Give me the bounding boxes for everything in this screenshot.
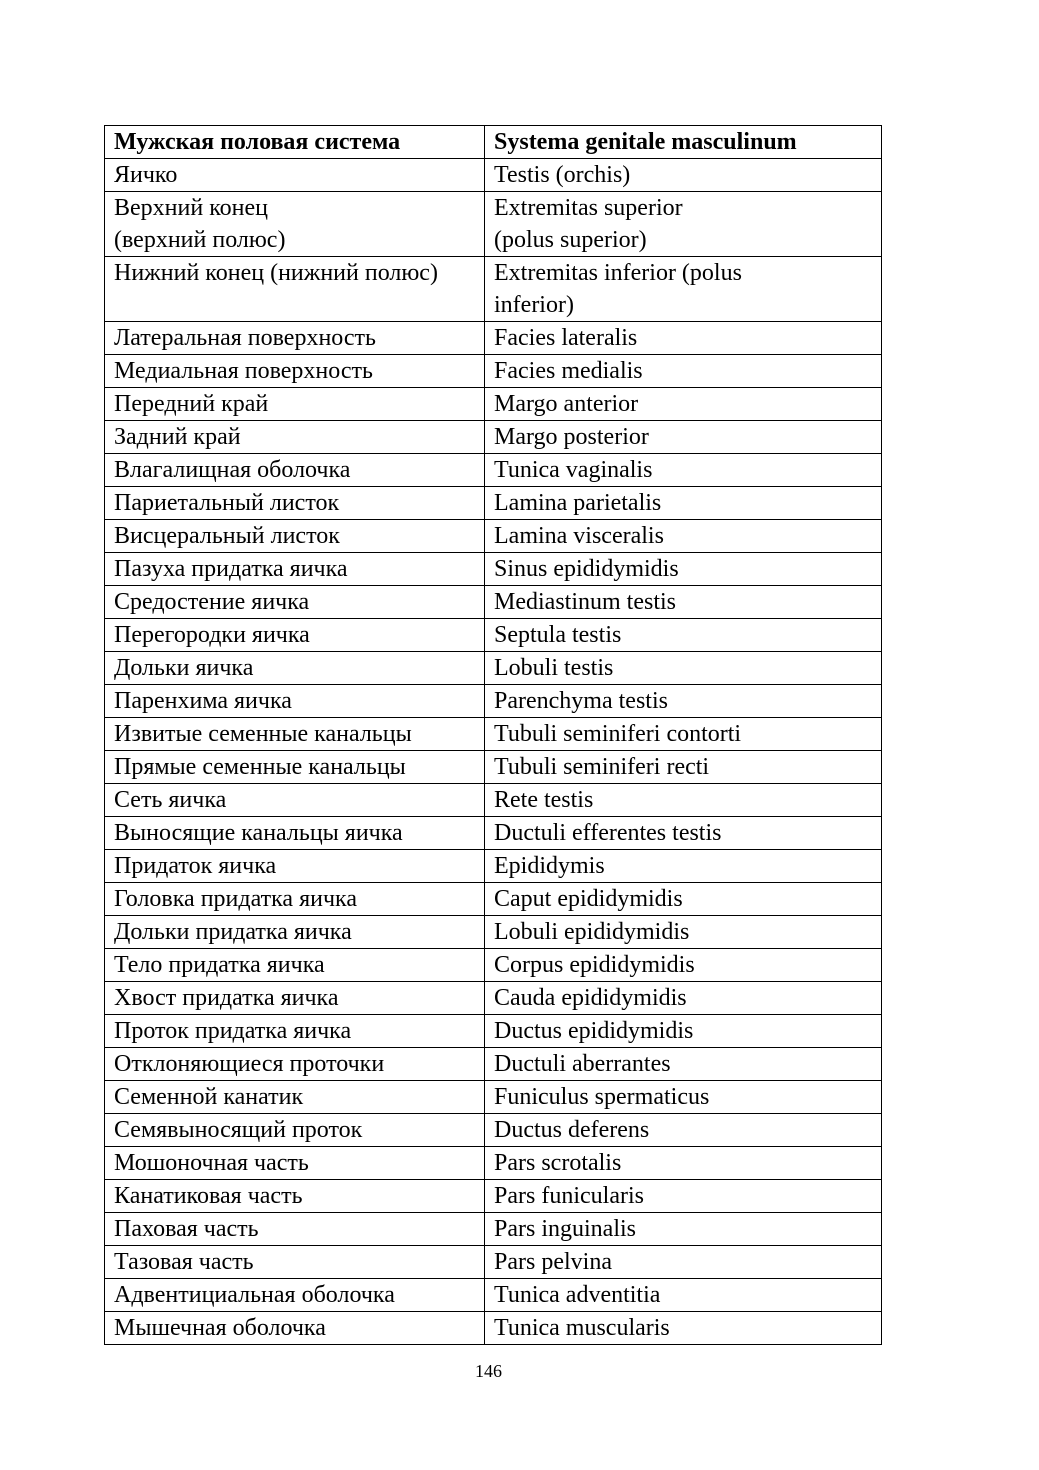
table-row <box>105 1312 882 1345</box>
latin-term: Pars funicularis <box>485 1180 882 1213</box>
russian-term: Паховая часть <box>105 1213 485 1246</box>
russian-term: Пазуха придатка яичка <box>105 553 485 586</box>
latin-term: Parenchyma testis <box>485 685 882 718</box>
russian-term: Яичко <box>105 159 485 192</box>
table-row <box>105 1213 882 1246</box>
table-row <box>105 751 882 784</box>
table-row <box>105 1114 882 1147</box>
latin-term: Epididymis <box>485 850 882 883</box>
russian-term: Висцеральный листок <box>105 520 485 553</box>
russian-term: Перегородки яичка <box>105 619 485 652</box>
table-row <box>105 982 882 1015</box>
table-header-row <box>105 126 882 159</box>
table-row <box>105 257 882 322</box>
latin-term: Sinus epididymidis <box>485 553 882 586</box>
russian-term: Хвост придатка яичка <box>105 982 485 1015</box>
latin-term: Lamina parietalis <box>485 487 882 520</box>
latin-term: Lobuli testis <box>485 652 882 685</box>
russian-term: Мошоночная часть <box>105 1147 485 1180</box>
russian-term: Сеть яичка <box>105 784 485 817</box>
latin-term: Caput epididymidis <box>485 883 882 916</box>
russian-term: Головка придатка яичка <box>105 883 485 916</box>
table-row <box>105 1048 882 1081</box>
latin-term: Corpus epididymidis <box>485 949 882 982</box>
latin-term: Funiculus spermaticus <box>485 1081 882 1114</box>
header-latin: Systema genitale masculinum <box>485 126 882 159</box>
latin-term: Pars scrotalis <box>485 1147 882 1180</box>
russian-term: Дольки придатка яичка <box>105 916 485 949</box>
table-row <box>105 553 882 586</box>
table-row <box>105 421 882 454</box>
russian-term: Придаток яичка <box>105 850 485 883</box>
table-row <box>105 520 882 553</box>
latin-term: Pars inguinalis <box>485 1213 882 1246</box>
table-row <box>105 949 882 982</box>
latin-term: Margo posterior <box>485 421 882 454</box>
russian-term: Тазовая часть <box>105 1246 485 1279</box>
table-row <box>105 454 882 487</box>
table-row <box>105 685 882 718</box>
latin-term: Tunica vaginalis <box>485 454 882 487</box>
table-row <box>105 916 882 949</box>
latin-term: Facies medialis <box>485 355 882 388</box>
latin-term: Tubuli seminiferi recti <box>485 751 882 784</box>
russian-term: Прямые семенные канальцы <box>105 751 485 784</box>
russian-term: Мышечная оболочка <box>105 1312 485 1345</box>
russian-term: Нижний конец (нижний полюс) <box>105 257 485 322</box>
latin-term: Facies lateralis <box>485 322 882 355</box>
latin-term: Ductuli efferentes testis <box>485 817 882 850</box>
table-row <box>105 1147 882 1180</box>
table-row <box>105 718 882 751</box>
latin-term: Tubuli seminiferi contorti <box>485 718 882 751</box>
latin-term: Rete testis <box>485 784 882 817</box>
latin-term: Ductus deferens <box>485 1114 882 1147</box>
table-row <box>105 192 882 257</box>
russian-term: Медиальная поверхность <box>105 355 485 388</box>
table-row <box>105 159 882 192</box>
russian-term: Проток придатка яичка <box>105 1015 485 1048</box>
russian-term: Адвентициальная оболочка <box>105 1279 485 1312</box>
latin-term: Mediastinum testis <box>485 586 882 619</box>
russian-term: Задний край <box>105 421 485 454</box>
latin-term: Ductuli aberrantes <box>485 1048 882 1081</box>
table-row <box>105 388 882 421</box>
page-number: 146 <box>475 1361 502 1381</box>
russian-term: Тело придатка яичка <box>105 949 485 982</box>
russian-term: Извитые семенные канальцы <box>105 718 485 751</box>
russian-term: Канатиковая часть <box>105 1180 485 1213</box>
table-row <box>105 1279 882 1312</box>
latin-term: Lamina visceralis <box>485 520 882 553</box>
russian-term: Верхний конец (верхний полюс) <box>105 192 485 257</box>
table-row <box>105 850 882 883</box>
table-row <box>105 1015 882 1048</box>
table-row <box>105 784 882 817</box>
latin-term: Testis (orchis) <box>485 159 882 192</box>
table-row <box>105 1246 882 1279</box>
table-body <box>105 159 882 1345</box>
latin-term: Margo anterior <box>485 388 882 421</box>
table-row <box>105 355 882 388</box>
table-row <box>105 487 882 520</box>
latin-term: Lobuli epididymidis <box>485 916 882 949</box>
table-row <box>105 1081 882 1114</box>
russian-term: Париетальный листок <box>105 487 485 520</box>
table-row <box>105 817 882 850</box>
table-row <box>105 619 882 652</box>
russian-term: Влагалищная оболочка <box>105 454 485 487</box>
russian-term: Паренхима яичка <box>105 685 485 718</box>
table-row <box>105 883 882 916</box>
header-russian: Мужская половая система <box>105 126 485 159</box>
table-row <box>105 1180 882 1213</box>
russian-term: Латеральная поверхность <box>105 322 485 355</box>
latin-term: Extremitas inferior (polus inferior) <box>485 257 882 322</box>
russian-term: Семенной канатик <box>105 1081 485 1114</box>
russian-term: Передний край <box>105 388 485 421</box>
terminology-table <box>104 125 882 1345</box>
latin-term: Tunica muscularis <box>485 1312 882 1345</box>
russian-term: Отклоняющиеся проточки <box>105 1048 485 1081</box>
russian-term: Дольки яичка <box>105 652 485 685</box>
latin-term: Extremitas superior (polus superior) <box>485 192 882 257</box>
russian-term: Средостение яичка <box>105 586 485 619</box>
table-row <box>105 322 882 355</box>
latin-term: Ductus epididymidis <box>485 1015 882 1048</box>
russian-term: Семявыносящий проток <box>105 1114 485 1147</box>
russian-term: Выносящие канальцы яичка <box>105 817 485 850</box>
table-row <box>105 586 882 619</box>
latin-term: Cauda epididymidis <box>485 982 882 1015</box>
latin-term: Septula testis <box>485 619 882 652</box>
latin-term: Pars pelvina <box>485 1246 882 1279</box>
table-row <box>105 652 882 685</box>
latin-term: Tunica adventitia <box>485 1279 882 1312</box>
